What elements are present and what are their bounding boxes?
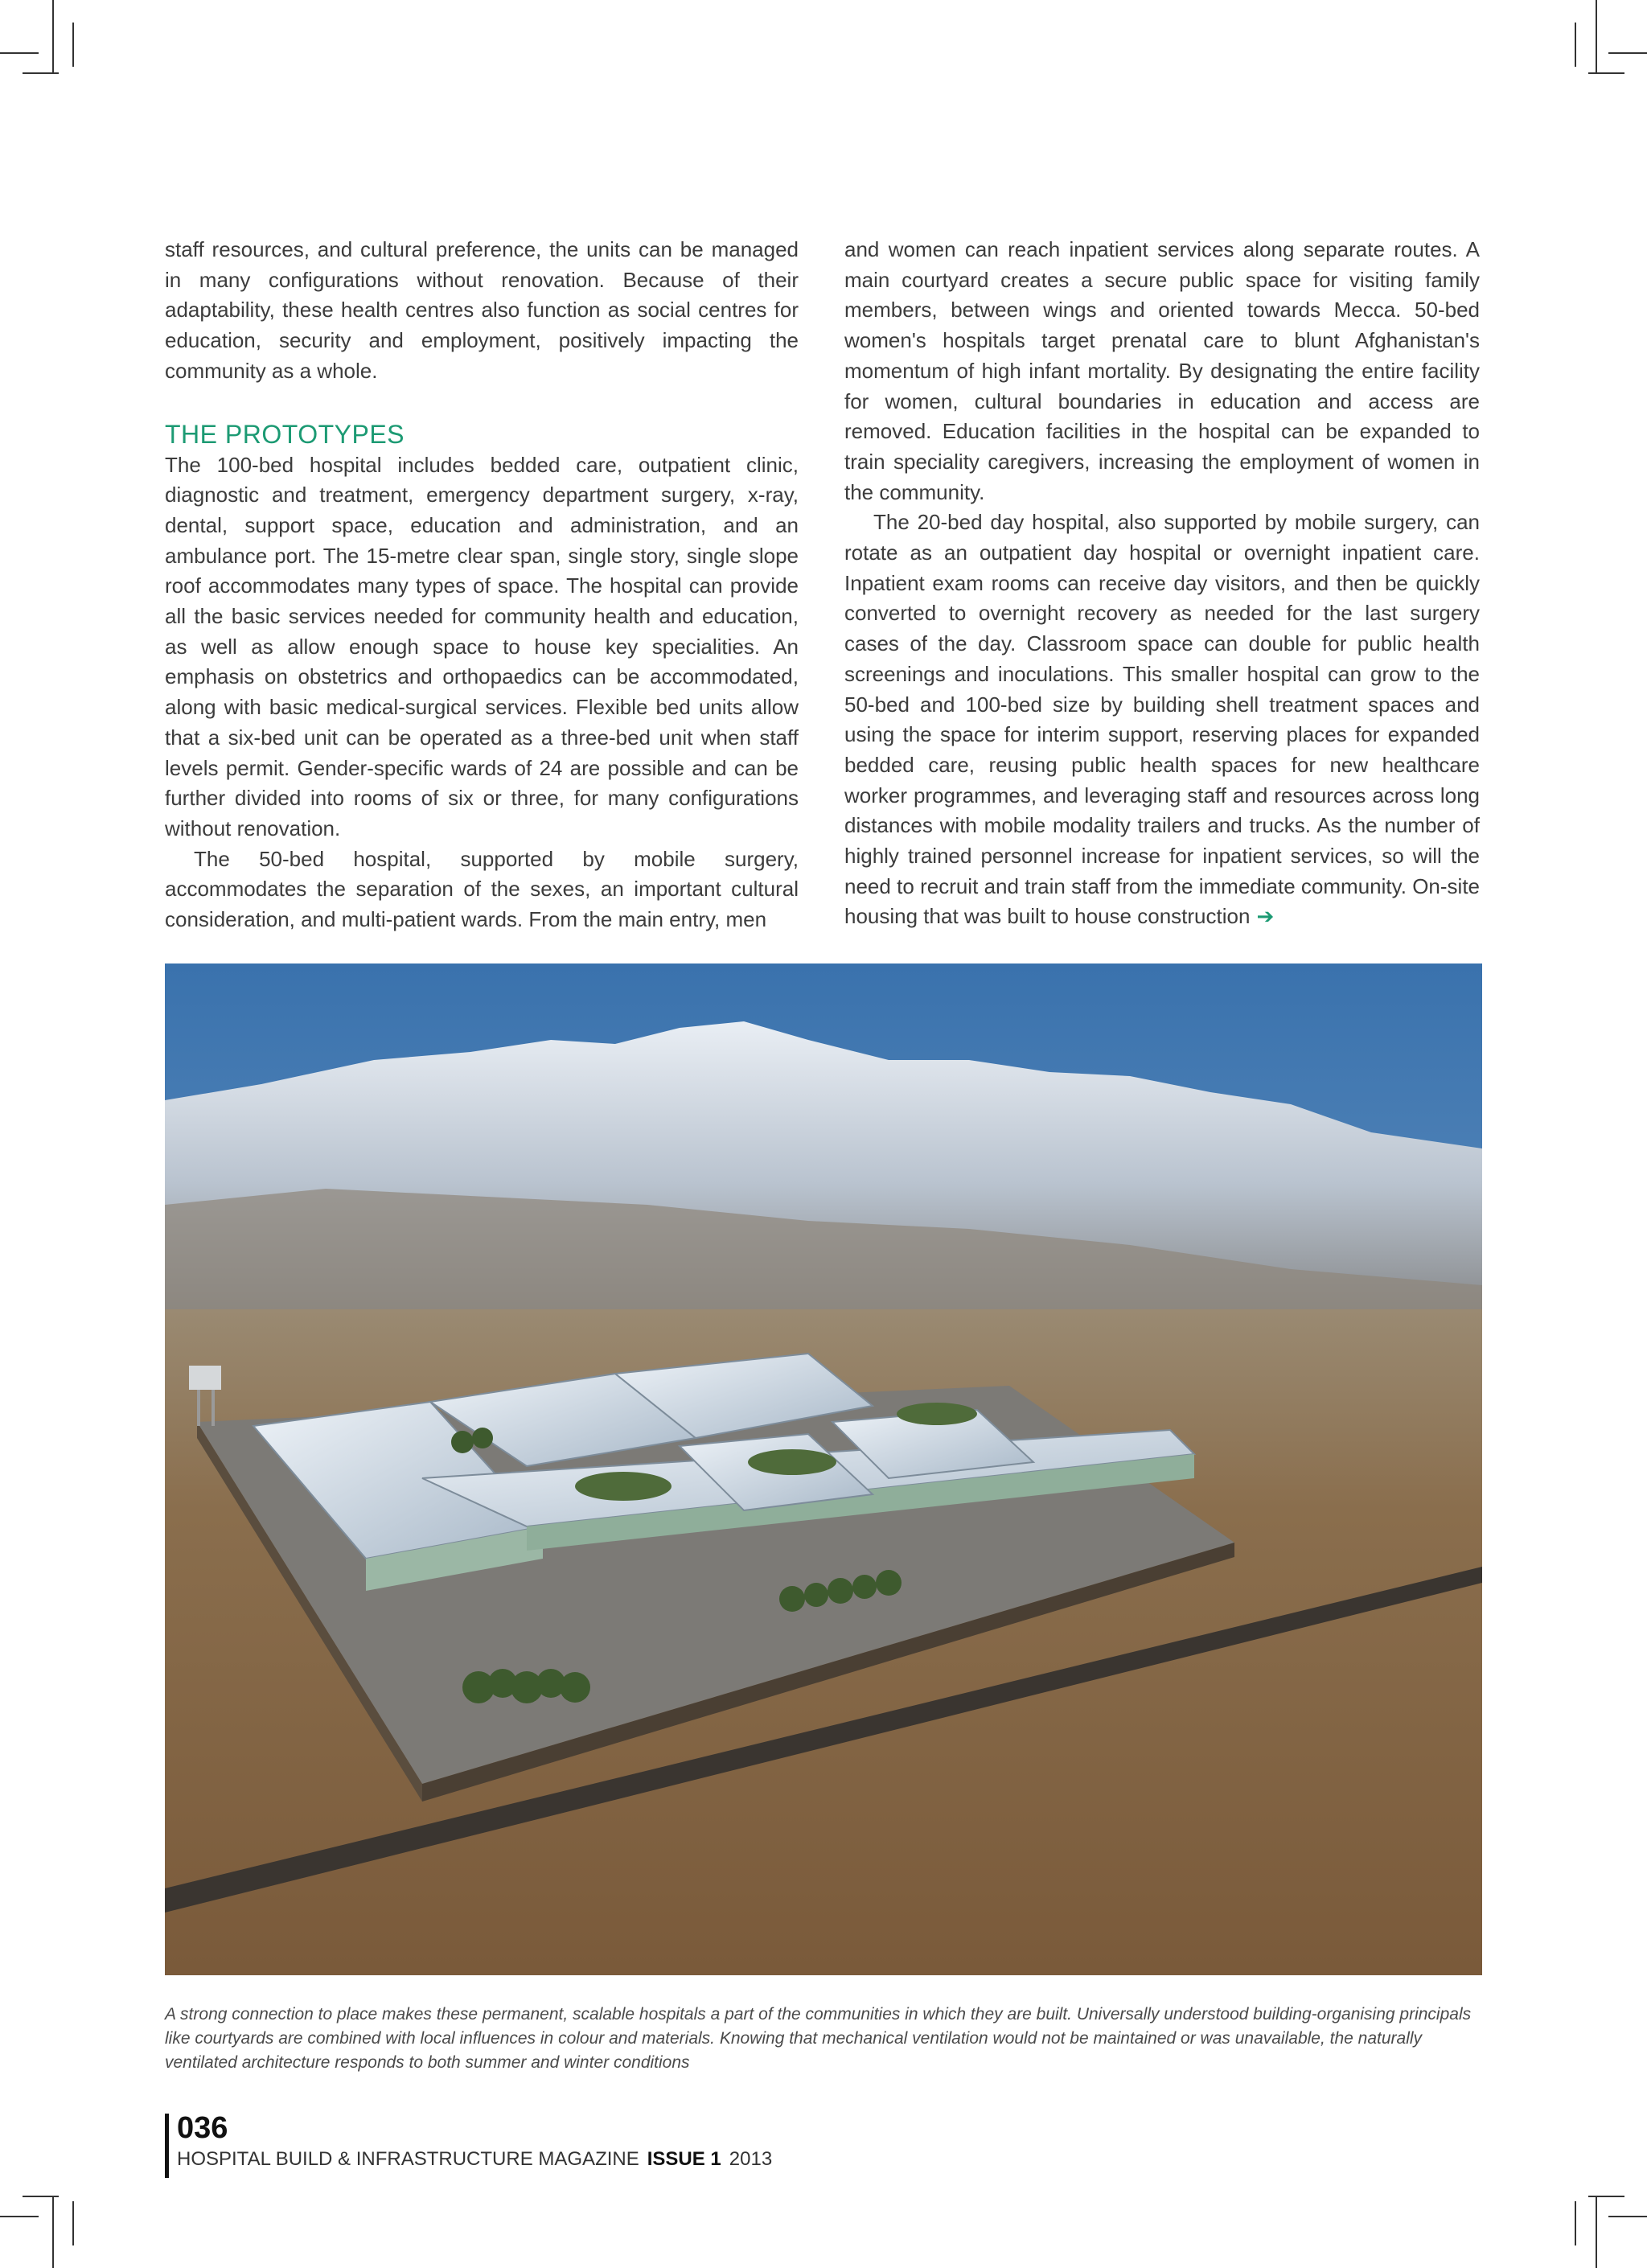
crop-mark (1575, 2201, 1576, 2245)
crop-mark (0, 52, 39, 54)
body-paragraph: The 50-bed hospital, supported by mobile surgery, accommodates the separation of the sexes, an important cultural consideration, and multi-patient wards. From the main entry, men (165, 846, 799, 932)
footer-magazine-line (177, 2147, 772, 2171)
left-column (165, 235, 799, 935)
crop-mark (52, 2196, 54, 2268)
crop-mark (1596, 2196, 1597, 2268)
crop-mark (1588, 72, 1624, 74)
body-paragraph: The 100-bed hospital includes bedded care, outpatient clinic, diagnostic and treatment, emergency department surgery, x-ray, dental, support space, education and administration, and an ambulance port. The 15-metre clear span, single story, single slope roof accommodates many types of space. The hospital can provide all the basic services needed for community health and education, as well as allow enough space to house key specialities. An emphasis on obstetrics and orthopaedics can be accommodated, along with basic medical-surgical services. Flexible bed units allow that a six-bed unit can be operated as a three-bed unit when staff levels permit. Gender-specific wards of 24 are possible and can be further divided into rooms of six or three, for many configurations without renovation. (165, 452, 799, 840)
issue-label: ISSUE 1 (647, 2148, 721, 2170)
footer-bar (165, 2114, 169, 2178)
magazine-title: HOSPITAL BUILD & INFRASTRUCTURE MAGAZINE (177, 2148, 639, 2170)
page-number: 036 (177, 2111, 228, 2145)
crop-mark (23, 72, 59, 74)
crop-mark (72, 2201, 74, 2245)
hospital-rendering-image (165, 963, 1482, 1975)
intro-paragraph: staff resources, and cultural preference, the units can be managed in many configurations without renovation. Because of their adaptability, these health centres also function as social centres for education, security and employment, positively impacting the community as a whole. (165, 237, 799, 383)
arrow-right-icon: ➔ (1256, 904, 1275, 929)
right-column (844, 235, 1480, 932)
crop-mark (1608, 2216, 1647, 2217)
body-paragraph-text: The 20-bed day hospital, also supported by mobile surgery, can rotate as an outpatient day hospital or overnight inpatient care. Inpatient exam rooms can receive day visitors, and then be quickly converted to overnight recovery as needed for the last surgery cases of the day. Classroom space can double for public health screenings and inoculations. This smaller hospital can grow to the 50-bed and 100-bed size by building shell treatment spaces and using the space for interim support, reserving places for expanded bedded care, reusing public health spaces for new healthcare worker programmes, and leveraging staff and resources across long distances with mobile modality trailers and trucks. As the number of highly trained personnel increase for inpatient services, so will the need to recruit and train staff from the immediate community. On-site housing that was built to house construction (844, 510, 1480, 929)
crop-mark (1596, 0, 1597, 72)
crop-mark (72, 23, 74, 67)
image-caption: A strong connection to place makes these permanent, scalable hospitals a part of the communities in which they are built. Universally understood building-organising principals like courtyards are combined with local influences in colour and materials. Knowing that mechanical ventilation would not be maintained or was unavailable, the naturally ventilated architecture responds to both summer and winter conditions (165, 2005, 1472, 2072)
section-heading: THE PROTOTYPES (165, 419, 405, 449)
crop-mark (52, 0, 54, 72)
body-paragraph: and women can reach inpatient services along separate routes. A main courtyard creates a secure public space for visiting family members, between wings and oriented towards Mecca. 50-bed women's hospitals target prenatal care to blunt Afghanistan's momentum of high infant mortality. By designating the entire facility for women, cultural boundaries in education and access are removed. Education facilities in the hospital can be expanded to train speciality caregivers, increasing the employment of women in the community. (844, 237, 1480, 504)
crop-mark (1608, 52, 1647, 54)
crop-mark (23, 2196, 59, 2197)
crop-mark (1588, 2196, 1624, 2197)
issue-year: 2013 (729, 2148, 773, 2170)
crop-mark (1575, 23, 1576, 67)
body-paragraph (844, 507, 1480, 932)
crop-mark (0, 2216, 39, 2217)
